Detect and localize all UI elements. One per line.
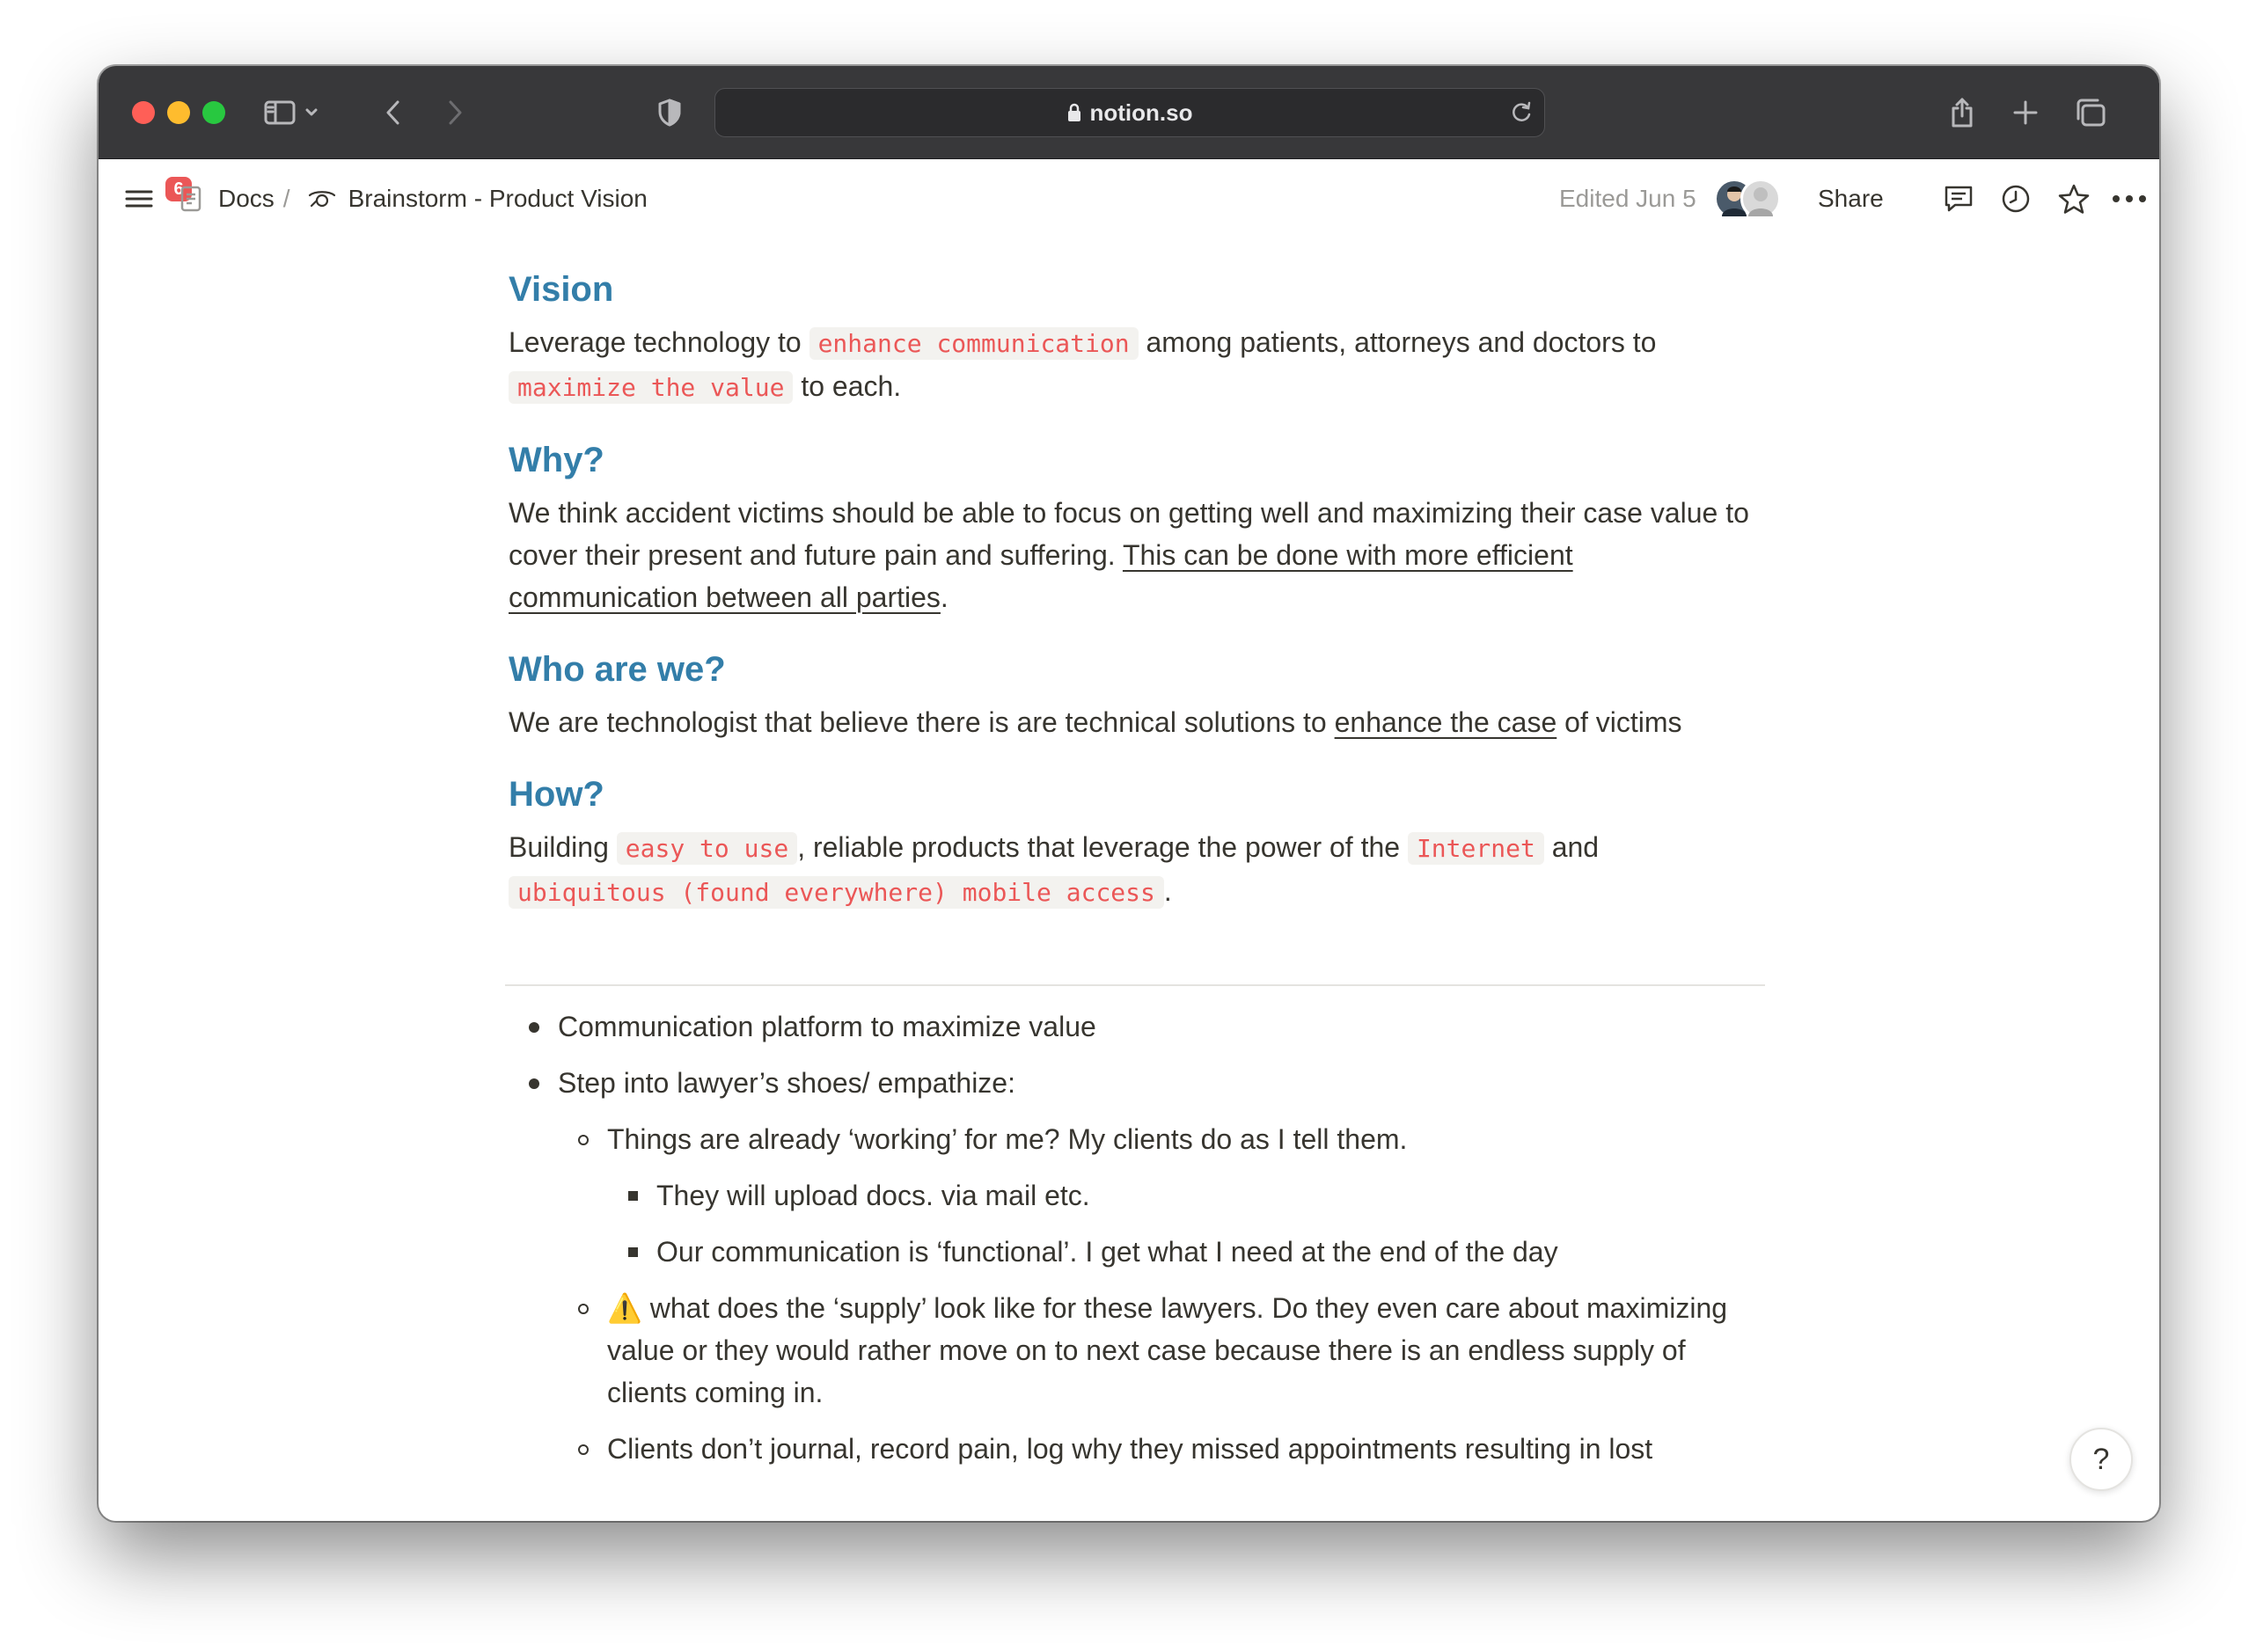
forward-icon[interactable]: [442, 92, 468, 133]
minimize-window-button[interactable]: [167, 101, 190, 124]
heading-who-are-we[interactable]: Who are we?: [509, 650, 726, 689]
browser-toolbar: [99, 66, 2159, 159]
sidebar-menu-button[interactable]: [125, 159, 184, 238]
heading-vision[interactable]: Vision: [509, 270, 614, 309]
shield-icon[interactable]: [655, 92, 685, 133]
breadcrumb: [179, 159, 648, 238]
divider[interactable]: [505, 984, 1765, 986]
who-paragraph[interactable]: We are technologist that believe there is are technical solutions to enhance the case of victims: [509, 706, 1682, 738]
history-icon[interactable]: [2001, 159, 2031, 238]
list-item[interactable]: Step into lawyer’s shoes/ empathize: Things are already ‘working’ for me? My clients do as I tell them. They will upload docs. via mail etc. Our communication is ‘functional’. I get what I need at the end of the day ⚠️ what does the ‘supply’ look like for these lawyers. Do they even care about maximizing value or they would rather move on to next case because there is an endless supply of clients coming in. Clients don’t journal, record pain, log why they missed appointments resulting in lost: [509, 1062, 1762, 1470]
underlined-text: enhance the case: [1334, 706, 1557, 738]
list-item[interactable]: They will upload docs. via mail etc.: [607, 1174, 1762, 1217]
underlined-text: This can be done with more efficient communication between all parties: [509, 539, 1573, 613]
inline-code: ubiquitous (found everywhere) mobile access: [509, 876, 1164, 909]
why-paragraph[interactable]: We think accident victims should be able to focus on getting well and maximizing their case value to cover their present and future pain and suffering. This can be done with more efficient communication between all parties.: [509, 497, 1749, 613]
tabs-overview-icon[interactable]: [2073, 92, 2108, 133]
how-paragraph[interactable]: Building easy to use , reliable products that leverage the power of the Internet and ubiquitous (found everywhere) mobile access .: [509, 831, 1600, 907]
share-button[interactable]: Share: [1818, 185, 1884, 212]
page-icon: [179, 185, 202, 213]
page-content[interactable]: [509, 238, 1762, 1484]
address-bar[interactable]: [714, 88, 1545, 137]
edited-timestamp[interactable]: Edited Jun 5: [1559, 185, 1696, 212]
breadcrumb-page-title[interactable]: Brainstorm - Product Vision: [348, 185, 648, 212]
comments-icon[interactable]: [1943, 159, 1974, 238]
heading-why[interactable]: Why?: [509, 441, 604, 479]
list-item[interactable]: Things are already ‘working’ for me? My clients do as I tell them. They will upload docs. via mail etc. Our communication is ‘functional’. I get what I need at the end of the day: [558, 1118, 1762, 1273]
bullet-icon: [578, 1444, 589, 1455]
bullet-list: [509, 1005, 1762, 1470]
menu-icon: [125, 186, 155, 211]
zoom-window-button[interactable]: [202, 101, 225, 124]
bullet-icon: [628, 1247, 638, 1257]
warning-icon: ⚠️: [607, 1292, 642, 1324]
reload-icon[interactable]: [1509, 99, 1534, 130]
help-button[interactable]: ?: [2069, 1428, 2133, 1491]
more-options-icon[interactable]: [2112, 159, 2147, 238]
back-icon[interactable]: [380, 92, 407, 133]
bullet-list: [558, 1118, 1762, 1470]
browser-window: [99, 66, 2159, 1521]
notion-topbar: [99, 159, 2159, 238]
list-item[interactable]: Clients don’t journal, record pain, log why they missed appointments resulting in lost: [558, 1428, 1762, 1470]
new-tab-icon[interactable]: [2010, 92, 2041, 133]
bullet-icon: [628, 1191, 638, 1201]
inline-code: enhance communication: [809, 327, 1139, 360]
avatar[interactable]: [1740, 179, 1781, 219]
list-item[interactable]: Our communication is ‘functional’. I get what I need at the end of the day: [607, 1231, 1762, 1273]
inline-code: maximize the value: [509, 371, 793, 404]
bullet-icon: [578, 1304, 589, 1314]
sidebar-icon[interactable]: [262, 92, 297, 133]
share-icon[interactable]: [1946, 92, 1978, 133]
brainstorm-page-icon: [308, 188, 336, 209]
close-window-button[interactable]: [132, 101, 155, 124]
inline-code: Internet: [1408, 832, 1544, 865]
vision-paragraph[interactable]: Leverage technology to enhance communication among patients, attorneys and doctors to maximize the value to each.: [509, 326, 1657, 402]
bullet-list: [607, 1174, 1762, 1273]
list-item[interactable]: ⚠️ what does the ‘supply’ look like for these lawyers. Do they even care about maximizing value or they would rather move on to next case because there is an endless supply of clients coming in.: [558, 1287, 1762, 1414]
bullet-icon: [578, 1135, 589, 1145]
breadcrumb-separator: /: [282, 185, 290, 212]
breadcrumb-docs[interactable]: Docs: [218, 185, 275, 212]
bullet-icon: [529, 1078, 539, 1089]
chevron-down-icon[interactable]: [303, 92, 320, 133]
list-item[interactable]: Communication platform to maximize value: [509, 1005, 1762, 1048]
url-text: notion.so: [1089, 99, 1193, 126]
heading-how[interactable]: How?: [509, 775, 604, 814]
inline-code: easy to use: [617, 832, 797, 865]
lock-icon: [1067, 103, 1081, 122]
notification-badge: 6: [165, 177, 192, 201]
bullet-icon: [529, 1022, 539, 1033]
favorite-star-icon[interactable]: [2057, 159, 2091, 238]
